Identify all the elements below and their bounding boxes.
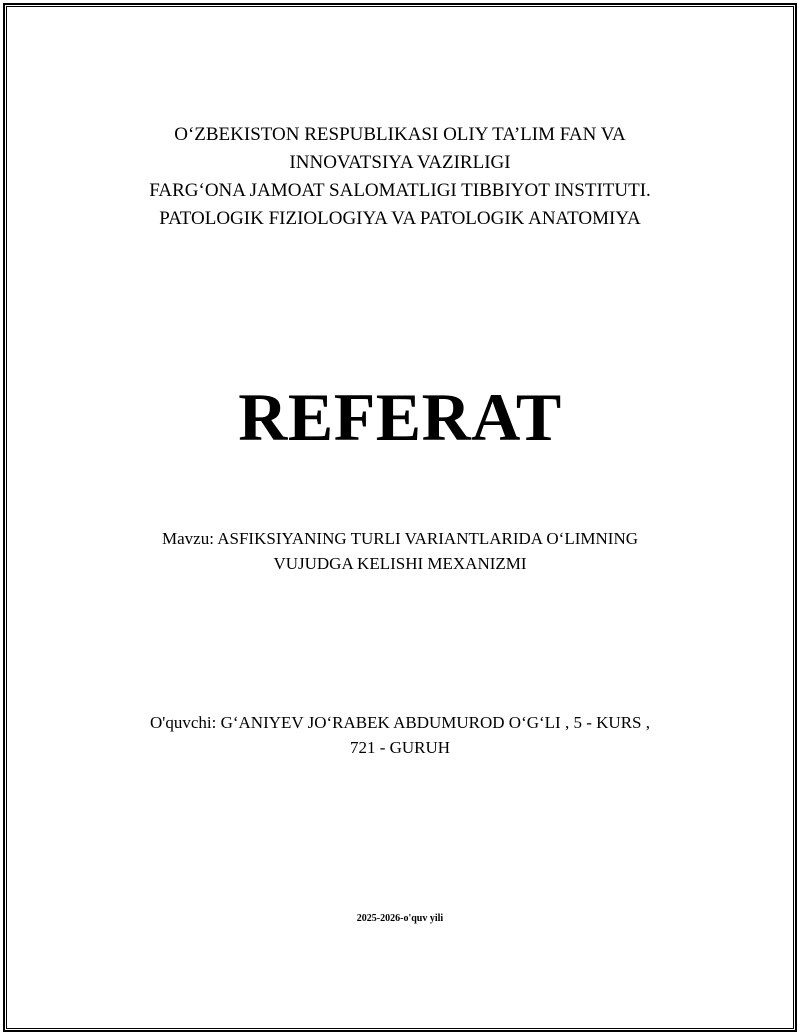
institution-header (0, 121, 800, 233)
student-section (0, 710, 800, 760)
document-title: REFERAT (238, 379, 562, 455)
header-line-institute: FARG‘ONA JAMOAT SALOMATLIGI TIBBIYOT INSTITUTI. (149, 180, 651, 201)
student-line-1: O'quvchi: G‘ANIYEV JO‘RABEK ABDUMUROD O‘G‘LI , 5 - KURS , (150, 713, 650, 732)
topic-line-2: VUJUDGA KELISHI MEXANIZMI (273, 554, 527, 573)
header-line-ministry-1: O‘ZBEKISTON RESPUBLIKASI OLIY TA’LIM FAN VA (174, 124, 626, 145)
header-line-ministry-2: INNOVATSIYA VAZIRLIGI (289, 152, 511, 173)
topic-line-1: Mavzu: ASFIKSIYANING TURLI VARIANTLARIDA O‘LIMNING (162, 529, 638, 548)
student-line-2: 721 - GURUH (349, 738, 451, 757)
header-line-department: PATOLOGIK FIZIOLOGIYA VA PATOLOGIK ANATOMIYA (159, 208, 641, 229)
academic-year: 2025-2026-o'quv yili (356, 913, 444, 924)
topic-section (0, 526, 800, 576)
